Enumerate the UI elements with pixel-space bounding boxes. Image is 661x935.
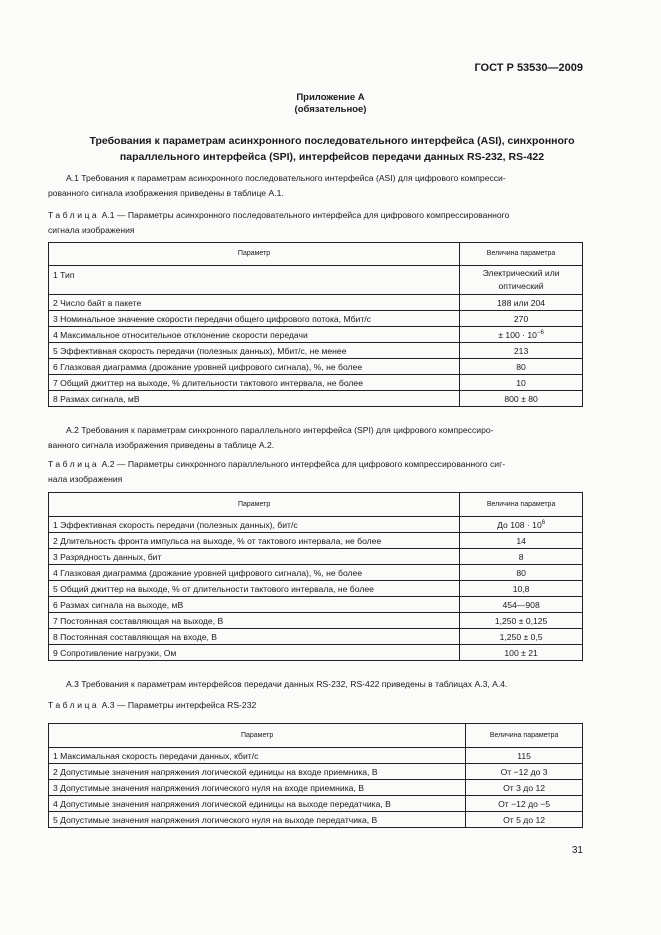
table-a1 bbox=[48, 242, 583, 407]
caption-text: А.2 — Параметры синхронного параллельного интерфейса для цифрового компрессированного сиг- bbox=[99, 459, 506, 469]
appendix-status: (обязательное) bbox=[294, 104, 367, 115]
table-row bbox=[49, 581, 583, 597]
standard-code: ГОСТ Р 53530—2009 bbox=[474, 62, 583, 74]
paragraph-a2-line-1: А.2 Требования к параметрам синхронного параллельного интерфейса (SPI) для цифрового компрессиро- bbox=[66, 425, 494, 435]
value-cell: 8 bbox=[460, 549, 583, 565]
table-header-row bbox=[49, 493, 583, 517]
table-row bbox=[49, 375, 583, 391]
value-cell: От 3 до 12 bbox=[466, 780, 583, 796]
paragraph-a1-line-1: А.1 Требования к параметрам асинхронного последовательного интерфейса (ASI) для цифрового компресси- bbox=[66, 173, 506, 183]
value-cell: 213 bbox=[460, 343, 583, 359]
param-cell: 3 Номинальное значение скорости передачи общего цифрового потока, Мбит/с bbox=[49, 311, 460, 327]
table-row bbox=[49, 295, 583, 311]
value-cell: До $108 \cdot 10^6$ bbox=[460, 517, 583, 533]
table-row bbox=[49, 266, 583, 295]
table-row bbox=[49, 391, 583, 407]
param-cell: 7 Постоянная составляющая на выходе, В bbox=[49, 613, 460, 629]
table-a1-caption bbox=[48, 208, 583, 237]
value-cell: 100 ± 21 bbox=[460, 645, 583, 661]
column-header-param: Параметр bbox=[49, 724, 466, 748]
param-cell: 4 Допустимые значения напряжения логической единицы на выходе передатчика, В bbox=[49, 796, 466, 812]
value-cell: 1,250 ± 0,5 bbox=[460, 629, 583, 645]
table-row bbox=[49, 764, 583, 780]
column-header-param: Параметр bbox=[49, 243, 460, 266]
table-a2-caption bbox=[48, 457, 583, 486]
value-cell: 80 bbox=[460, 565, 583, 581]
section-heading bbox=[48, 133, 616, 165]
value-cell: 800 ± 80 bbox=[460, 391, 583, 407]
caption-text: А.1 — Параметры асинхронного последовательного интерфейса для цифрового компрессированного bbox=[99, 210, 510, 220]
value-cell: 188 или 204 bbox=[460, 295, 583, 311]
value-cell: 80 bbox=[460, 359, 583, 375]
param-cell: 9 Сопротивление нагрузки, Ом bbox=[49, 645, 460, 661]
paragraph-a2-line-2: ванного сигнала изображения приведены в таблице А.2. bbox=[48, 439, 275, 450]
param-cell: 5 Эффективная скорость передачи (полезных данных), Мбит/с, не менее bbox=[49, 343, 460, 359]
value-cell: 115 bbox=[466, 748, 583, 764]
table-a2 bbox=[48, 492, 583, 661]
appendix-title: Приложение А bbox=[296, 92, 365, 103]
caption-label: Таблица bbox=[48, 210, 100, 220]
column-header-value: Величина параметра bbox=[460, 243, 583, 266]
param-cell: 6 Глазковая диаграмма (дрожание уровней цифрового сигнала), %, не более bbox=[49, 359, 460, 375]
param-cell: 4 Максимальное относительное отклонение скорости передачи bbox=[49, 327, 460, 343]
paragraph-a2 bbox=[48, 423, 583, 452]
table-row bbox=[49, 597, 583, 613]
page-number: 31 bbox=[571, 845, 583, 856]
param-cell: 1 Эффективная скорость передачи (полезных данных), бит/с bbox=[49, 517, 460, 533]
param-cell: 4 Глазковая диаграмма (дрожание уровней цифрового сигнала), %, не более bbox=[49, 565, 460, 581]
param-cell: 5 Общий джиттер на выходе, % от длительности тактового интервала, не более bbox=[49, 581, 460, 597]
table-row bbox=[49, 565, 583, 581]
param-cell: 3 Разрядность данных, бит bbox=[49, 549, 460, 565]
value-cell: 10 bbox=[460, 375, 583, 391]
param-cell: 2 Допустимые значения напряжения логической единицы на входе приемника, В bbox=[49, 764, 466, 780]
value-cell: 454—908 bbox=[460, 597, 583, 613]
value-cell: 270 bbox=[460, 311, 583, 327]
table-row bbox=[49, 629, 583, 645]
caption-label: Таблица bbox=[48, 700, 100, 710]
heading-line-1: Требования к параметрам асинхронного последовательного интерфейса (ASI), синхронного bbox=[89, 135, 575, 147]
value-cell: ± $100 \cdot 10^{-6}$ bbox=[460, 327, 583, 343]
table-a3-caption bbox=[48, 698, 583, 713]
param-cell: 1 Максимальная скорость передачи данных, кбит/с bbox=[49, 748, 466, 764]
table-row bbox=[49, 796, 583, 812]
column-header-param: Параметр bbox=[49, 493, 460, 517]
caption-text: А.3 — Параметры интерфейса RS-232 bbox=[99, 700, 257, 710]
heading-line-2: параллельного интерфейса (SPI), интерфейсов передачи данных RS-232, RS-422 bbox=[119, 151, 545, 163]
value-cell: 1,250 ± 0,125 bbox=[460, 613, 583, 629]
paragraph-a3-line-1: А.3 Требования к параметрам интерфейсов передачи данных RS-232, RS-422 приведены в таблицах А.3, А.4. bbox=[66, 679, 508, 689]
table-row bbox=[49, 343, 583, 359]
value-cell: 14 bbox=[460, 533, 583, 549]
column-header-value: Величина параметра bbox=[460, 493, 583, 517]
value-cell: Электрический или оптический bbox=[460, 266, 583, 295]
value-cell: От 5 до 12 bbox=[466, 812, 583, 828]
table-row bbox=[49, 812, 583, 828]
table-header-row bbox=[49, 243, 583, 266]
table-header-row bbox=[49, 724, 583, 748]
param-cell: 8 Постоянная составляющая на входе, В bbox=[49, 629, 460, 645]
param-cell: 5 Допустимые значения напряжения логического нуля на выходе передатчика, В bbox=[49, 812, 466, 828]
caption-text-cont: сигнала изображения bbox=[48, 224, 135, 235]
paragraph-a1-line-2: рованного сигнала изображения приведены в таблице А.1. bbox=[48, 187, 284, 198]
table-row bbox=[49, 359, 583, 375]
param-cell: 6 Размах сигнала на выходе, мВ bbox=[49, 597, 460, 613]
param-cell: 8 Размах сигнала, мВ bbox=[49, 391, 460, 407]
column-header-value: Величина параметра bbox=[466, 724, 583, 748]
table-row bbox=[49, 549, 583, 565]
param-cell: 2 Число байт в пакете bbox=[49, 295, 460, 311]
table-row bbox=[49, 533, 583, 549]
caption-label: Таблица bbox=[48, 459, 100, 469]
param-cell: 1 Тип bbox=[49, 266, 460, 295]
table-row bbox=[49, 780, 583, 796]
table-row bbox=[49, 645, 583, 661]
table-row bbox=[49, 748, 583, 764]
table-a3 bbox=[48, 723, 583, 828]
param-cell: 7 Общий джиттер на выходе, % длительности тактового интервала, не более bbox=[49, 375, 460, 391]
table-row bbox=[49, 613, 583, 629]
value-cell: От −12 до −5 bbox=[466, 796, 583, 812]
value-cell: От −12 до 3 bbox=[466, 764, 583, 780]
caption-text-cont: нала изображения bbox=[48, 473, 123, 484]
param-cell: 2 Длительность фронта импульса на выходе, % от тактового интервала, не более bbox=[49, 533, 460, 549]
paragraph-a3 bbox=[48, 677, 583, 692]
param-cell: 3 Допустимые значения напряжения логического нуля на входе приемника, В bbox=[49, 780, 466, 796]
value-cell: 10,8 bbox=[460, 581, 583, 597]
table-row bbox=[49, 517, 583, 533]
paragraph-a1 bbox=[48, 171, 583, 200]
table-row bbox=[49, 311, 583, 327]
table-row bbox=[49, 327, 583, 343]
